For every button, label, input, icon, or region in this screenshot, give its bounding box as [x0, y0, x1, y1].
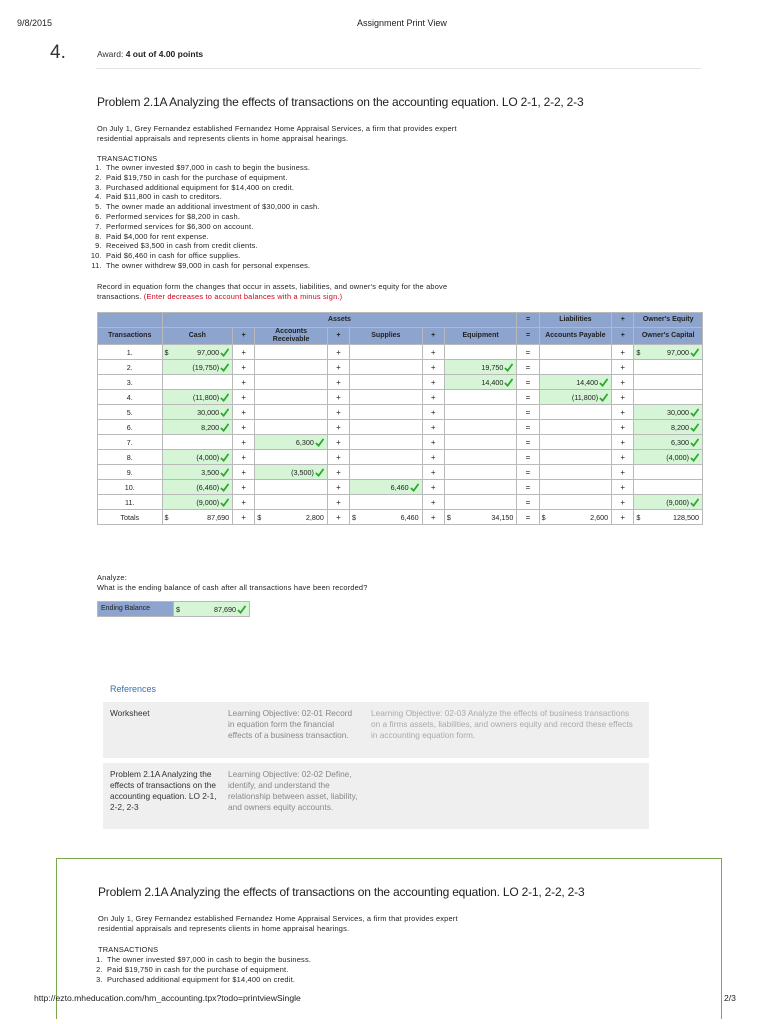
transaction-item: 7. Performed services for $6,300 on account.: [104, 222, 604, 232]
plus-sign: +: [612, 420, 634, 435]
cell-value: 128,500: [673, 512, 699, 522]
totals-row: [98, 510, 703, 525]
owners-capital-cell[interactable]: [634, 360, 703, 375]
transaction-number: 8.: [98, 450, 163, 465]
totals-label: Totals: [98, 510, 163, 525]
transaction-number: 6.: [98, 420, 163, 435]
liabilities-group-header: Liabilities: [539, 313, 612, 328]
check-icon: [690, 348, 699, 357]
supplies-cell[interactable]: [350, 345, 423, 360]
instruction-line-2: [97, 292, 717, 302]
equals-header: =: [517, 328, 539, 345]
cash-cell[interactable]: [162, 405, 233, 420]
instruction-text: transactions.: [97, 291, 142, 301]
cell-value: 30,000: [197, 407, 220, 417]
plus-sign: +: [327, 390, 349, 405]
plus-sign: +: [612, 510, 634, 525]
accounts-payable-cell[interactable]: [539, 495, 612, 510]
check-icon: [220, 468, 229, 477]
supplies-cell[interactable]: [350, 450, 423, 465]
check-icon: [599, 393, 608, 402]
transaction-item: 6. Performed services for $8,200 in cash.: [104, 212, 604, 222]
page-number: 2/3: [724, 993, 736, 1003]
plus-sign: +: [422, 450, 444, 465]
transaction-item: 1. The owner invested $97,000 in cash to begin the business.: [104, 163, 604, 173]
table-row: [98, 435, 703, 450]
owners-capital-cell[interactable]: [634, 420, 703, 435]
cell-value: 97,000: [667, 347, 689, 357]
owners-capital-cell[interactable]: [634, 450, 703, 465]
accounts-payable-cell[interactable]: [539, 435, 612, 450]
col-cash: Cash: [162, 328, 233, 345]
supplies-cell[interactable]: [350, 465, 423, 480]
cash-cell[interactable]: [162, 465, 233, 480]
check-icon: [690, 408, 699, 417]
owners-capital-cell[interactable]: [634, 375, 703, 390]
transaction-number: 9.: [98, 465, 163, 480]
check-icon: [220, 348, 229, 357]
plus-sign: +: [612, 450, 634, 465]
cell-value: 6,460: [400, 512, 419, 522]
accounts-receivable-cell[interactable]: [255, 465, 328, 480]
check-icon: [315, 438, 324, 447]
check-icon: [220, 423, 229, 432]
equipment-cell[interactable]: [444, 405, 517, 420]
plus-sign: +: [233, 375, 255, 390]
plus-sign: +: [612, 405, 634, 420]
plus-header: +: [612, 328, 634, 345]
reference-lo-02-01: Learning Objective: 02-01 Record in equation form the financial effects of a business transaction.: [228, 708, 353, 740]
accounts-receivable-cell[interactable]: [255, 360, 328, 375]
equals-sign: =: [517, 450, 539, 465]
instruction-line-1: Record in equation form the changes that occur in assets, liabilities, and owner's equity for the above: [97, 282, 448, 291]
plus-sign: +: [233, 480, 255, 495]
transactions-heading: TRANSACTIONS: [98, 945, 159, 954]
plus-sign: +: [422, 390, 444, 405]
plus-sign: +: [327, 495, 349, 510]
col-owners-capital: Owner's Capital: [634, 328, 703, 345]
transaction-number: 7.: [98, 435, 163, 450]
accounts-receivable-cell[interactable]: [255, 390, 328, 405]
supplies-cell[interactable]: [350, 435, 423, 450]
plus-sign: +: [422, 375, 444, 390]
plus-sign: +: [422, 360, 444, 375]
table-row: [98, 450, 703, 465]
transaction-number: 11.: [98, 495, 163, 510]
reference-row-worksheet: [103, 702, 649, 758]
reference-lo-02-02: Learning Objective: 02-02 Define, identify, and understand the relationship between asset, liability, and owners equity accounts.: [228, 769, 358, 812]
equals-header: =: [517, 313, 539, 328]
table-row: [98, 495, 703, 510]
plus-sign: +: [422, 465, 444, 480]
cell-value: (3,500): [291, 467, 314, 477]
ending-balance-label: Ending Balance: [98, 602, 174, 617]
blank-header: [98, 313, 163, 328]
transaction-number: 3.: [98, 375, 163, 390]
transaction-number: 1.: [98, 345, 163, 360]
accounts-receivable-cell[interactable]: [255, 420, 328, 435]
table-row: [98, 360, 703, 375]
print-title: Assignment Print View: [357, 18, 447, 28]
award-value: 4 out of 4.00 points: [125, 49, 204, 59]
supplies-cell[interactable]: [350, 420, 423, 435]
check-icon: [220, 408, 229, 417]
equipment-cell[interactable]: [444, 375, 517, 390]
plus-sign: +: [233, 435, 255, 450]
equipment-cell[interactable]: [444, 345, 517, 360]
equals-sign: =: [517, 435, 539, 450]
owners-capital-cell[interactable]: [634, 480, 703, 495]
plus-header: +: [422, 328, 444, 345]
cell-value: 8,200: [671, 422, 689, 432]
cell-value: (9,000): [666, 497, 689, 507]
cell-value: 14,400: [576, 377, 599, 387]
supplies-cell[interactable]: [350, 480, 423, 495]
table-row: [98, 390, 703, 405]
plus-sign: +: [612, 495, 634, 510]
owners-capital-cell[interactable]: [634, 390, 703, 405]
award-prefix: Award:: [97, 49, 124, 59]
accounts-payable-cell[interactable]: [539, 405, 612, 420]
plus-sign: +: [327, 465, 349, 480]
cell-value: (4,000): [196, 452, 220, 462]
transaction-number: 5.: [98, 405, 163, 420]
intro-line-1: On July 1, Grey Fernandez established Fernandez Home Appraisal Services, a firm that provides expert: [97, 124, 457, 133]
cash-cell[interactable]: [162, 495, 233, 510]
transaction-item: 3. Purchased additional equipment for $14,400 on credit.: [104, 183, 604, 193]
print-date: 9/8/2015: [17, 18, 53, 28]
cell-value: 2,600: [590, 512, 609, 522]
cash-cell[interactable]: [162, 390, 233, 405]
cash-cell[interactable]: [162, 480, 233, 495]
equipment-cell[interactable]: [444, 420, 517, 435]
plus-sign: +: [422, 405, 444, 420]
transactions-list: [85, 163, 604, 271]
plus-sign: +: [233, 420, 255, 435]
plus-sign: +: [612, 435, 634, 450]
reference-name: Problem 2.1A Analyzing the effects of transactions on the accounting equation. LO 2-1, 2-2, 2-3: [110, 769, 217, 812]
cell-value: 30,000: [667, 407, 689, 417]
owners-capital-cell[interactable]: [634, 405, 703, 420]
plus-sign: +: [422, 510, 444, 525]
plus-header: +: [327, 328, 349, 345]
check-icon: [220, 498, 229, 507]
intro-line-2: residential appraisals and represents clients in home appraisal hearings.: [97, 133, 349, 143]
divider: [96, 68, 701, 69]
equipment-cell[interactable]: [444, 390, 517, 405]
cell-value: 34,150: [491, 512, 514, 522]
supplies-cell[interactable]: [350, 495, 423, 510]
transaction-item: 2. Paid $19,750 in cash for the purchase of equipment.: [105, 965, 605, 975]
ending-balance-input[interactable]: [174, 602, 250, 617]
analyze-question: What is the ending balance of cash after all transactions have been recorded?: [97, 582, 368, 592]
reference-row-problem: [103, 763, 649, 829]
cash-cell[interactable]: [162, 420, 233, 435]
table-row: [98, 405, 703, 420]
plus-sign: +: [612, 375, 634, 390]
reference-name: Worksheet: [110, 708, 150, 718]
check-icon: [220, 453, 229, 462]
accounts-payable-cell[interactable]: [539, 465, 612, 480]
cell-value: 19,750: [481, 362, 504, 372]
supplies-cell[interactable]: [350, 375, 423, 390]
supplies-cell[interactable]: [350, 390, 423, 405]
supplies-cell[interactable]: [350, 360, 423, 375]
transaction-number: 4.: [98, 390, 163, 405]
plus-sign: +: [422, 480, 444, 495]
cell-value: (6,460): [196, 482, 220, 492]
assets-group-header: Assets: [162, 313, 517, 328]
equipment-cell[interactable]: [444, 435, 517, 450]
plus-sign: +: [612, 360, 634, 375]
accounts-receivable-cell[interactable]: [255, 480, 328, 495]
dollar-sign: $: [446, 512, 451, 522]
instructions: [97, 282, 717, 302]
accounts-receivable-cell[interactable]: [255, 375, 328, 390]
plus-sign: +: [327, 510, 349, 525]
transaction-item: 5. The owner made an additional investment of $30,000 in cash.: [104, 202, 604, 212]
equity-group-header: Owner's Equity: [634, 313, 703, 328]
analyze-heading: Analyze:: [97, 573, 127, 582]
plus-sign: +: [422, 420, 444, 435]
equals-sign: =: [517, 480, 539, 495]
plus-sign: +: [422, 345, 444, 360]
equals-sign: =: [517, 510, 539, 525]
equals-sign: =: [517, 345, 539, 360]
check-icon: [504, 378, 513, 387]
equals-sign: =: [517, 390, 539, 405]
plus-sign: +: [233, 345, 255, 360]
plus-sign: +: [233, 360, 255, 375]
equals-sign: =: [517, 420, 539, 435]
problem-title: Problem 2.1A Analyzing the effects of transactions on the accounting equation. LO 2-1, 2-2, 2-3: [97, 95, 584, 109]
accounting-equation-table: [97, 312, 703, 525]
intro-line-2: residential appraisals and represents clients in home appraisal hearings.: [98, 923, 350, 933]
analyze-block: [97, 573, 368, 593]
equipment-cell[interactable]: [444, 360, 517, 375]
cell-value: 8,200: [201, 422, 220, 432]
plus-sign: +: [327, 405, 349, 420]
transaction-number: 10.: [98, 480, 163, 495]
owners-capital-cell[interactable]: [634, 435, 703, 450]
equals-sign: =: [517, 465, 539, 480]
dollar-sign: $: [257, 512, 262, 522]
plus-sign: +: [327, 480, 349, 495]
ending-balance-value: 87,690: [214, 604, 236, 614]
col-supplies: Supplies: [350, 328, 423, 345]
transaction-item: 1. The owner invested $97,000 in cash to begin the business.: [105, 955, 605, 965]
dollar-sign: $: [164, 347, 169, 357]
total-owners-capital-cell[interactable]: [634, 510, 703, 525]
table-row: [98, 375, 703, 390]
dollar-sign: $: [541, 512, 546, 522]
plus-sign: +: [327, 375, 349, 390]
plus-sign: +: [233, 510, 255, 525]
plus-sign: +: [327, 360, 349, 375]
check-icon: [690, 423, 699, 432]
check-icon: [690, 498, 699, 507]
accounts-payable-cell[interactable]: [539, 480, 612, 495]
total-accounts-payable-cell[interactable]: [539, 510, 612, 525]
accounts-receivable-cell[interactable]: [255, 345, 328, 360]
accounts-receivable-cell[interactable]: [255, 495, 328, 510]
problem-intro: [98, 914, 698, 934]
accounts-payable-cell[interactable]: [539, 375, 612, 390]
accounts-payable-cell[interactable]: [539, 345, 612, 360]
award-line: [97, 49, 203, 59]
cell-value: (19,750): [192, 362, 220, 372]
plus-sign: +: [422, 495, 444, 510]
transaction-item: 2. Paid $19,750 in cash for the purchase of equipment.: [104, 173, 604, 183]
plus-sign: +: [327, 345, 349, 360]
plus-header: +: [233, 328, 255, 345]
cell-value: 87,690: [207, 512, 230, 522]
check-icon: [220, 393, 229, 402]
accounts-payable-cell[interactable]: [539, 390, 612, 405]
col-equipment: Equipment: [444, 328, 517, 345]
accounts-payable-cell[interactable]: [539, 360, 612, 375]
cell-value: 3,500: [201, 467, 220, 477]
table-row: [98, 480, 703, 495]
footer-url: http://ezto.mheducation.com/hm_accounting.tpx?todo=printviewSingle: [34, 993, 301, 1003]
table-row: [98, 465, 703, 480]
cell-value: 97,000: [197, 347, 220, 357]
transactions-heading: TRANSACTIONS: [97, 154, 158, 163]
accounts-payable-cell[interactable]: [539, 420, 612, 435]
plus-sign: +: [233, 465, 255, 480]
accounts-receivable-cell[interactable]: [255, 405, 328, 420]
reference-lo-02-03: Learning Objective: 02-03 Analyze the effects of business transactions on a firms assets, liabilities, and owners equity and record these effects in accounting equation form.: [371, 708, 633, 740]
cash-cell[interactable]: [162, 450, 233, 465]
plus-sign: +: [612, 345, 634, 360]
equals-sign: =: [517, 360, 539, 375]
transaction-item: 11. The owner withdrew $9,000 in cash for personal expenses.: [104, 261, 604, 271]
plus-sign: +: [233, 390, 255, 405]
equipment-cell[interactable]: [444, 465, 517, 480]
cell-value: 6,460: [390, 482, 409, 492]
transaction-item: 9. Received $3,500 in cash from credit clients.: [104, 241, 604, 251]
accounts-payable-cell[interactable]: [539, 450, 612, 465]
total-accounts-receivable-cell[interactable]: [255, 510, 328, 525]
check-icon: [315, 468, 324, 477]
col-transactions: Transactions: [98, 328, 163, 345]
transaction-item: 4. Paid $11,800 in cash to creditors.: [104, 192, 604, 202]
plus-sign: +: [612, 390, 634, 405]
check-icon: [410, 483, 419, 492]
check-icon: [504, 363, 513, 372]
problem-title: Problem 2.1A Analyzing the effects of transactions on the accounting equation. LO 2-1, 2-2, 2-3: [98, 885, 585, 899]
cash-cell[interactable]: [162, 435, 233, 450]
owners-capital-cell[interactable]: [634, 495, 703, 510]
equals-sign: =: [517, 495, 539, 510]
cell-value: 14,400: [481, 377, 504, 387]
check-icon: [599, 378, 608, 387]
plus-sign: +: [233, 495, 255, 510]
dollar-sign: $: [636, 512, 641, 522]
cell-value: 2,800: [305, 512, 324, 522]
transaction-item: 8. Paid $4,000 for rent expense.: [104, 232, 604, 242]
equipment-cell[interactable]: [444, 495, 517, 510]
dollar-sign: $: [176, 604, 180, 614]
plus-sign: +: [327, 420, 349, 435]
transactions-list: [86, 955, 605, 984]
accounts-receivable-cell[interactable]: [255, 435, 328, 450]
col-accounts-payable: Accounts Payable: [539, 328, 612, 345]
plus-header: +: [612, 313, 634, 328]
equals-sign: =: [517, 405, 539, 420]
supplies-cell[interactable]: [350, 405, 423, 420]
transaction-item: 3. Purchased additional equipment for $14,400 on credit.: [105, 975, 605, 985]
plus-sign: +: [327, 450, 349, 465]
plus-sign: +: [612, 480, 634, 495]
equals-sign: =: [517, 375, 539, 390]
references-heading: References: [110, 684, 157, 694]
cell-value: (4,000): [666, 452, 689, 462]
dollar-sign: $: [636, 347, 641, 357]
intro-line-1: On July 1, Grey Fernandez established Fernandez Home Appraisal Services, a firm that provides expert: [98, 914, 458, 923]
plus-sign: +: [233, 450, 255, 465]
col-accounts-receivable: Accounts Receivable: [255, 328, 328, 345]
owners-capital-cell[interactable]: [634, 465, 703, 480]
transaction-item: 10. Paid $6,460 in cash for office supplies.: [104, 251, 604, 261]
problem-intro: [97, 124, 697, 144]
table-row: [98, 345, 703, 360]
total-equipment-cell[interactable]: [444, 510, 517, 525]
cash-cell[interactable]: [162, 345, 233, 360]
check-icon: [690, 438, 699, 447]
cash-cell[interactable]: [162, 375, 233, 390]
total-supplies-cell[interactable]: [350, 510, 423, 525]
ending-balance-table: [97, 601, 250, 617]
check-icon: [237, 605, 246, 614]
check-icon: [220, 483, 229, 492]
dollar-sign: $: [164, 512, 169, 522]
check-icon: [690, 453, 699, 462]
cell-value: 6,300: [671, 437, 689, 447]
check-icon: [220, 363, 229, 372]
equipment-cell[interactable]: [444, 450, 517, 465]
table-row: [98, 420, 703, 435]
total-cash-cell[interactable]: [162, 510, 233, 525]
cell-value: (11,800): [192, 392, 220, 402]
plus-sign: +: [233, 405, 255, 420]
transaction-number: 2.: [98, 360, 163, 375]
cell-value: 6,300: [295, 437, 314, 447]
plus-sign: +: [327, 435, 349, 450]
plus-sign: +: [612, 465, 634, 480]
question-number: 4.: [50, 42, 66, 63]
equipment-cell[interactable]: [444, 480, 517, 495]
dollar-sign: $: [352, 512, 357, 522]
cell-value: (9,000): [196, 497, 220, 507]
plus-sign: +: [422, 435, 444, 450]
cash-cell[interactable]: [162, 360, 233, 375]
cell-value: (11,800): [571, 392, 599, 402]
instruction-red-note: (Enter decreases to account balances with a minus sign.): [143, 291, 343, 301]
owners-capital-cell[interactable]: [634, 345, 703, 360]
accounts-receivable-cell[interactable]: [255, 450, 328, 465]
